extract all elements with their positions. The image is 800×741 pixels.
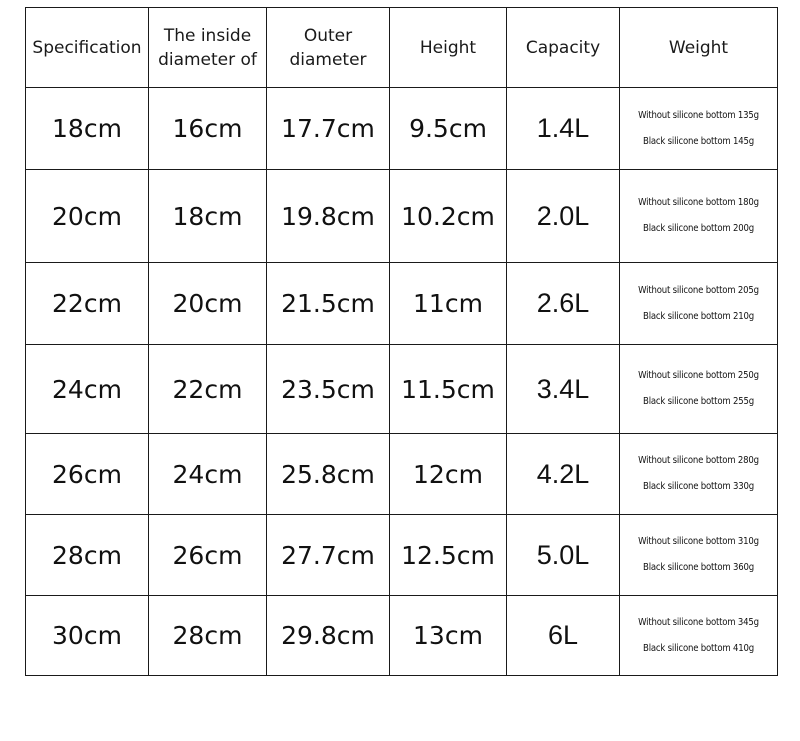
weight-cell <box>620 170 778 263</box>
height-cell: 9.5cm <box>390 88 507 170</box>
header-outer-diameter: Outer diameter <box>267 8 390 88</box>
weight-without-silicone: Without silicone bottom 135g <box>638 109 759 121</box>
header-row <box>26 8 778 88</box>
height-cell: 10.2cm <box>390 170 507 263</box>
weight-without-silicone: Without silicone bottom 280g <box>638 455 759 466</box>
spec-cell: 28cm <box>26 515 149 596</box>
weight-black-silicone: Black silicone bottom 410g <box>643 642 754 654</box>
size-spec-table <box>25 7 778 676</box>
weight-cell <box>620 515 778 596</box>
header-height: Height <box>390 8 507 88</box>
capacity-cell: 3.4L <box>507 345 620 434</box>
spec-cell: 20cm <box>26 170 149 263</box>
inside-diameter-cell: 16cm <box>149 88 267 170</box>
table-row <box>26 263 778 345</box>
weight-without-silicone: Without silicone bottom 345g <box>638 616 759 628</box>
table-row <box>26 515 778 596</box>
weight-without-silicone: Without silicone bottom 180g <box>638 197 759 208</box>
capacity-cell: 1.4L <box>507 88 620 170</box>
spec-cell: 26cm <box>26 434 149 515</box>
capacity-cell: 6L <box>507 596 620 676</box>
header-inside-diameter: The inside diameter of <box>149 8 267 88</box>
capacity-cell: 5.0L <box>507 515 620 596</box>
outer-diameter-cell: 27.7cm <box>267 515 390 596</box>
weight-without-silicone: Without silicone bottom 250g <box>638 370 759 381</box>
weight-cell <box>620 596 778 676</box>
height-cell: 13cm <box>390 596 507 676</box>
weight-black-silicone: Black silicone bottom 210g <box>643 310 754 322</box>
weight-cell <box>620 88 778 170</box>
weight-cell <box>620 263 778 345</box>
weight-black-silicone: Black silicone bottom 330g <box>643 481 754 492</box>
height-cell: 12cm <box>390 434 507 515</box>
table-row <box>26 434 778 515</box>
table-row <box>26 345 778 434</box>
capacity-cell: 2.0L <box>507 170 620 263</box>
height-cell: 12.5cm <box>390 515 507 596</box>
outer-diameter-cell: 17.7cm <box>267 88 390 170</box>
table-row <box>26 88 778 170</box>
height-cell: 11.5cm <box>390 345 507 434</box>
spec-cell: 18cm <box>26 88 149 170</box>
weight-cell <box>620 434 778 515</box>
weight-black-silicone: Black silicone bottom 255g <box>643 396 754 407</box>
inside-diameter-cell: 28cm <box>149 596 267 676</box>
header-specification: Specification <box>26 8 149 88</box>
inside-diameter-cell: 22cm <box>149 345 267 434</box>
inside-diameter-cell: 20cm <box>149 263 267 345</box>
outer-diameter-cell: 25.8cm <box>267 434 390 515</box>
table-row <box>26 596 778 676</box>
spec-cell: 22cm <box>26 263 149 345</box>
weight-without-silicone: Without silicone bottom 205g <box>638 284 759 296</box>
weight-without-silicone: Without silicone bottom 310g <box>638 536 759 547</box>
spec-cell: 24cm <box>26 345 149 434</box>
outer-diameter-cell: 23.5cm <box>267 345 390 434</box>
weight-black-silicone: Black silicone bottom 360g <box>643 562 754 573</box>
header-weight: Weight <box>620 8 778 88</box>
capacity-cell: 4.2L <box>507 434 620 515</box>
weight-black-silicone: Black silicone bottom 200g <box>643 223 754 234</box>
weight-black-silicone: Black silicone bottom 145g <box>643 135 754 147</box>
inside-diameter-cell: 24cm <box>149 434 267 515</box>
outer-diameter-cell: 21.5cm <box>267 263 390 345</box>
header-capacity: Capacity <box>507 8 620 88</box>
weight-cell <box>620 345 778 434</box>
inside-diameter-cell: 18cm <box>149 170 267 263</box>
height-cell: 11cm <box>390 263 507 345</box>
inside-diameter-cell: 26cm <box>149 515 267 596</box>
spec-cell: 30cm <box>26 596 149 676</box>
capacity-cell: 2.6L <box>507 263 620 345</box>
table-row <box>26 170 778 263</box>
outer-diameter-cell: 19.8cm <box>267 170 390 263</box>
outer-diameter-cell: 29.8cm <box>267 596 390 676</box>
